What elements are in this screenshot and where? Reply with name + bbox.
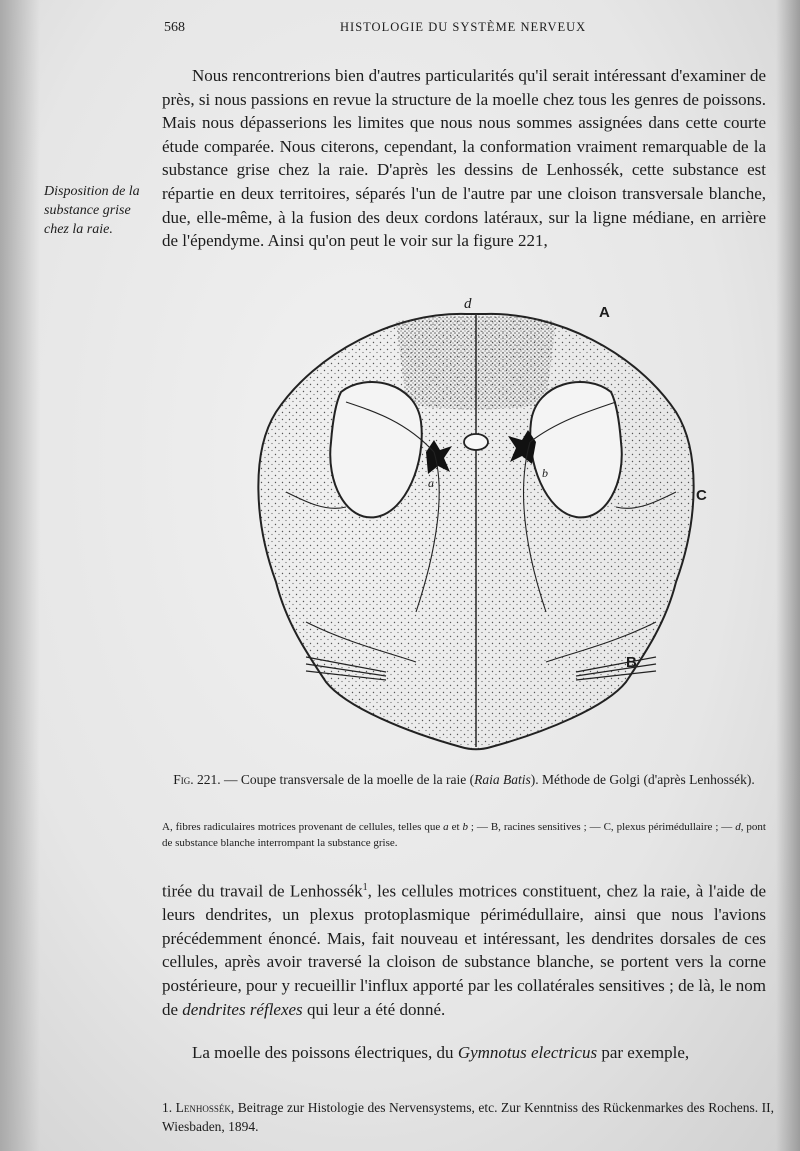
central-canal: [464, 434, 488, 450]
legend-d: d: [735, 821, 741, 833]
legend-part-3: ; — B, racines sensitives ; — C, plexus périmédullaire ; —: [467, 821, 736, 833]
p2-text-1: tirée du travail de Lenhossék: [162, 881, 363, 901]
legend-part-4: , pont de substance blanche interrompant la substance grise.: [162, 821, 766, 849]
label-d: d: [464, 296, 472, 312]
paragraph-2: [162, 876, 766, 1021]
footnote-number: 1.: [162, 1100, 173, 1115]
caption-text-2: ). Méthode de Golgi (d'après Lenhossék).: [530, 772, 755, 787]
page-gutter-shadow: [0, 0, 40, 1151]
page-header: [160, 20, 780, 40]
p3-text-2: par exemple,: [597, 1043, 690, 1062]
label-a-cell: a: [428, 476, 434, 490]
footnote: [162, 1098, 774, 1136]
label-b: B: [626, 654, 637, 671]
legend-part-1: A, fibres radiculaires motrices provenant de cellules, telles que: [162, 821, 444, 833]
figure-caption: [162, 770, 766, 789]
label-c: C: [696, 487, 707, 504]
p3-text-1: La moelle des poissons électriques, du: [192, 1043, 458, 1062]
dorsal-column: [396, 316, 556, 410]
caption-fig-number: Fig. 221.: [173, 772, 221, 787]
legend-part-2: et: [448, 821, 463, 833]
spinal-cord-section-drawing: [246, 292, 716, 752]
running-title: HISTOLOGIE DU SYSTÈME NERVEUX: [340, 20, 587, 34]
p2-text-2: , les cellules motrices constituent, chez la raie, à l'aide de leurs dendrites, un plexus protoplasmique périmédullaire, ainsi que nous l'avions précédemment énoncé. Mais, fait nouveau et intéressant, les dendrites dorsales de ces cellules, après avoir traversé la cloison de substance blanche, se portent vers la corne postérieure, pour y recueillir l'influx apporté par les collatérales sensitives ; de là, le nom de: [162, 881, 767, 1019]
caption-species: Raia Batis: [474, 772, 531, 787]
caption-text-1: — Coupe transversale de la moelle de la raie (: [220, 772, 475, 787]
figure-legend: [162, 820, 766, 851]
legend-a: a: [443, 821, 449, 833]
label-a-upper: A: [599, 304, 610, 321]
label-b-cell: b: [542, 466, 548, 480]
footnote-ref: 1: [362, 882, 368, 893]
paragraph-3: [162, 1041, 766, 1065]
p2-text-3: qui leur a été donné.: [302, 999, 446, 1019]
margin-note: Disposition de la substance grise chez la raie.: [44, 184, 140, 237]
page-number: 568: [164, 20, 185, 35]
legend-b: b: [462, 821, 468, 833]
figure-221: [246, 292, 716, 752]
footnote-text: , Beitrage zur Histologie des Nervensystems, etc. Zur Kenntniss des Rückenmarkes des Rochens. II, Wiesbaden, 1894.: [162, 1100, 774, 1134]
p2-term: dendrites réflexes: [182, 999, 303, 1019]
footnote-author: Lenhossék: [175, 1100, 231, 1115]
paragraph-1: Nous rencontrerions bien d'autres particularités qu'il serait intéressant d'examiner de près, si nous passions en revue la structure de la moelle chez tous les genres de poissons. Mais nous dépasserions les limites que nous nous sommes assignées dans cette courte étude comparée. Nous citerons, cependant, la conformation vraiment remarquable de la substance grise chez la raie. D'après les dessins de Lenhossék, cette substance est répartie en deux territoires, séparés l'un de l'autre par une cloison transversale blanche, due, elle-même, à la fusion des deux cordons latéraux, sur la ligne médiane, en arrière de l'épendyme. Ainsi qu'on peut le voir sur la figure 221,: [162, 66, 766, 251]
page-edge-shadow: [776, 0, 800, 1151]
p3-species: Gymnotus electricus: [457, 1043, 598, 1062]
